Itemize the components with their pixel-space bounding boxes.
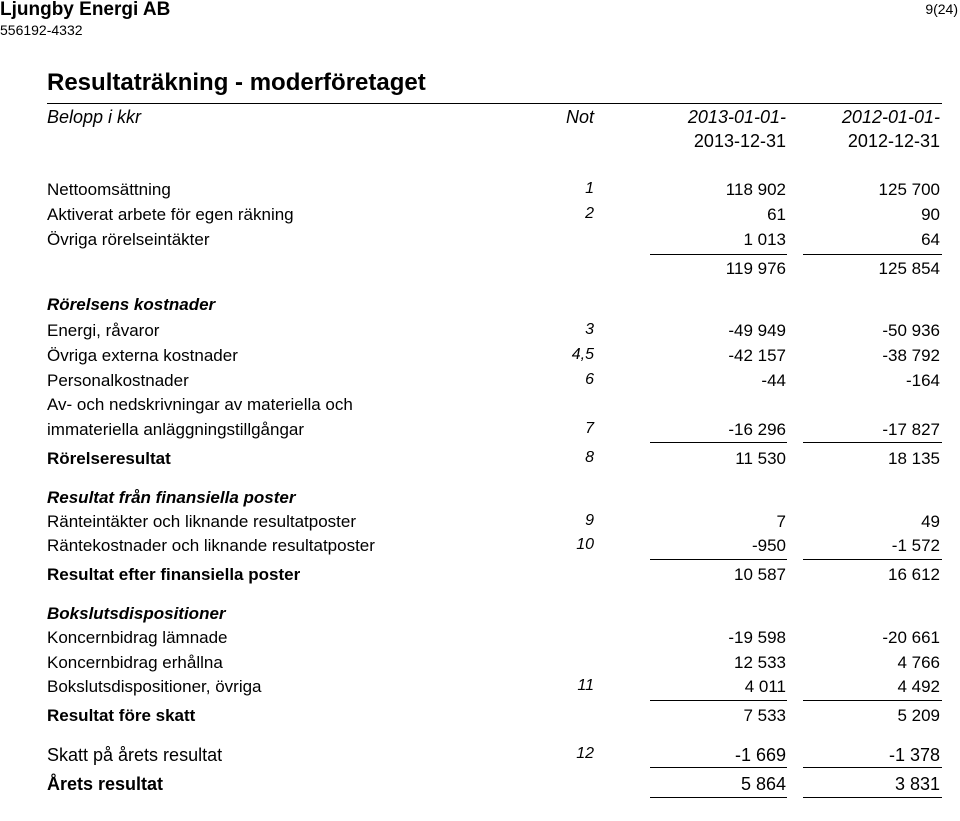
- row-current: 119 976: [725, 259, 786, 278]
- table-row: [0, 628, 960, 652]
- row-label: Personalkostnader: [47, 371, 189, 390]
- row-previous: -164: [905, 371, 940, 390]
- subtotal-row: [0, 259, 960, 283]
- row-current: -1 669: [734, 745, 786, 765]
- table-row: [0, 205, 960, 229]
- previous-period-end: 2012-12-31: [847, 131, 940, 151]
- row-current: -42 157: [728, 346, 786, 365]
- row-note: 4,5: [571, 346, 594, 363]
- row-note: 11: [577, 677, 594, 694]
- row-note: 6: [585, 371, 594, 388]
- previous-period-header: 2012-01-01-: [841, 107, 940, 127]
- total-double-rule-current: [650, 797, 787, 798]
- net-result-row: [0, 774, 960, 798]
- row-current: 11 530: [735, 449, 786, 468]
- header-top-rule: [47, 103, 942, 104]
- table-row: [0, 745, 960, 769]
- amount-unit-header: Belopp i kkr: [47, 107, 142, 127]
- section-heading-label: Rörelsens kostnader: [47, 295, 216, 314]
- total-rule-current: [650, 767, 787, 768]
- row-label: Räntekostnader och liknande resultatposter: [47, 536, 375, 555]
- row-label: Resultat före skatt: [47, 706, 196, 725]
- row-previous: 4 766: [897, 653, 940, 672]
- row-note: 3: [585, 321, 594, 338]
- table-row: [0, 371, 960, 395]
- row-previous: 3 831: [894, 774, 940, 794]
- row-label: Övriga rörelseintäkter: [47, 230, 210, 249]
- row-label: Energi, råvaror: [47, 321, 160, 340]
- row-previous: 125 854: [878, 259, 940, 278]
- subtotal-rule-previous: [803, 700, 942, 701]
- subtotal-rule-current: [650, 442, 787, 443]
- row-note: 8: [585, 449, 594, 466]
- table-row: [0, 536, 960, 560]
- section-heading: [0, 488, 960, 512]
- table-row: [0, 346, 960, 370]
- row-previous: -20 661: [882, 628, 940, 647]
- row-previous: 5 209: [897, 706, 940, 725]
- subtotal-rule-previous: [803, 559, 942, 560]
- row-note: 12: [576, 745, 594, 762]
- row-previous: -50 936: [882, 321, 940, 340]
- row-previous: 4 492: [897, 677, 940, 696]
- row-current: -49 949: [728, 321, 786, 340]
- row-previous: 16 612: [888, 565, 940, 584]
- current-period-header: 2013-01-01-: [687, 107, 786, 127]
- row-previous: 90: [921, 205, 940, 224]
- row-note: 9: [585, 512, 594, 529]
- row-label: Koncernbidrag erhållna: [47, 653, 223, 672]
- subtotal-rule-current: [650, 700, 787, 701]
- row-previous: 18 135: [888, 449, 940, 468]
- subtotal-rule-current: [650, 559, 787, 560]
- section-heading: [0, 604, 960, 628]
- table-row: [0, 420, 960, 444]
- row-previous: -1 378: [888, 745, 940, 765]
- row-current: -44: [761, 371, 786, 390]
- row-note: 10: [576, 536, 594, 553]
- row-label: Koncernbidrag lämnade: [47, 628, 228, 647]
- table-row: [0, 512, 960, 536]
- financial-result-row: [0, 565, 960, 589]
- table-row: [0, 395, 960, 419]
- row-note: 1: [585, 180, 594, 197]
- row-label: Nettoomsättning: [47, 180, 171, 199]
- row-previous: -1 572: [891, 536, 940, 555]
- subtotal-rule-previous: [803, 254, 942, 255]
- row-label: immateriella anläggningstillgångar: [47, 420, 305, 439]
- row-current: 12 533: [734, 653, 786, 672]
- subtotal-rule-previous: [803, 442, 942, 443]
- row-previous: -17 827: [882, 420, 940, 439]
- row-label: Skatt på årets resultat: [47, 745, 223, 765]
- table-row: [0, 677, 960, 701]
- row-current: 5 864: [740, 774, 786, 794]
- row-current: 1 013: [743, 230, 786, 249]
- table-row: [0, 180, 960, 204]
- section-heading-label: Bokslutsdispositioner: [47, 604, 226, 623]
- row-current: -950: [751, 536, 786, 555]
- row-previous: 125 700: [878, 180, 940, 199]
- org-number: 556192-4332: [0, 22, 83, 38]
- row-label: Övriga externa kostnader: [47, 346, 238, 365]
- row-label: Årets resultat: [47, 774, 164, 794]
- row-current: 61: [767, 205, 786, 224]
- row-previous: 64: [921, 230, 940, 249]
- row-label: Ränteintäkter och liknande resultatposter: [47, 512, 357, 531]
- row-current: -16 296: [728, 420, 786, 439]
- row-label: Resultat efter finansiella poster: [47, 565, 301, 584]
- section-heading: [0, 295, 960, 319]
- row-label: Aktiverat arbete för egen räkning: [47, 205, 294, 224]
- pre-tax-result-row: [0, 706, 960, 730]
- row-current: 10 587: [734, 565, 786, 584]
- row-current: 4 011: [744, 677, 786, 696]
- row-label: Av- och nedskrivningar av materiella och: [47, 395, 353, 414]
- row-note: 2: [585, 205, 594, 222]
- row-previous: 49: [921, 512, 940, 531]
- current-period-end: 2013-12-31: [693, 131, 786, 151]
- total-double-rule-previous: [803, 797, 942, 798]
- company-name: Ljungby Energi AB: [0, 0, 171, 20]
- row-current: -19 598: [728, 628, 786, 647]
- table-row: [0, 321, 960, 345]
- row-note: 7: [585, 420, 594, 437]
- subtotal-rule-current: [650, 254, 787, 255]
- table-row: [0, 230, 960, 254]
- operating-result-row: [0, 449, 960, 473]
- row-current: 118 902: [725, 180, 786, 199]
- section-heading-label: Resultat från finansiella poster: [47, 488, 296, 507]
- row-label: Bokslutsdispositioner, övriga: [47, 677, 262, 696]
- total-rule-previous: [803, 767, 942, 768]
- table-row: [0, 653, 960, 677]
- note-column-header: Not: [565, 107, 594, 127]
- row-label: Rörelseresultat: [47, 449, 171, 468]
- row-previous: -38 792: [882, 346, 940, 365]
- row-current: 7 533: [743, 706, 786, 725]
- page-number: 9(24): [925, 1, 958, 17]
- page-title: Resultaträkning - moderföretaget: [47, 69, 426, 96]
- row-current: 7: [776, 512, 786, 531]
